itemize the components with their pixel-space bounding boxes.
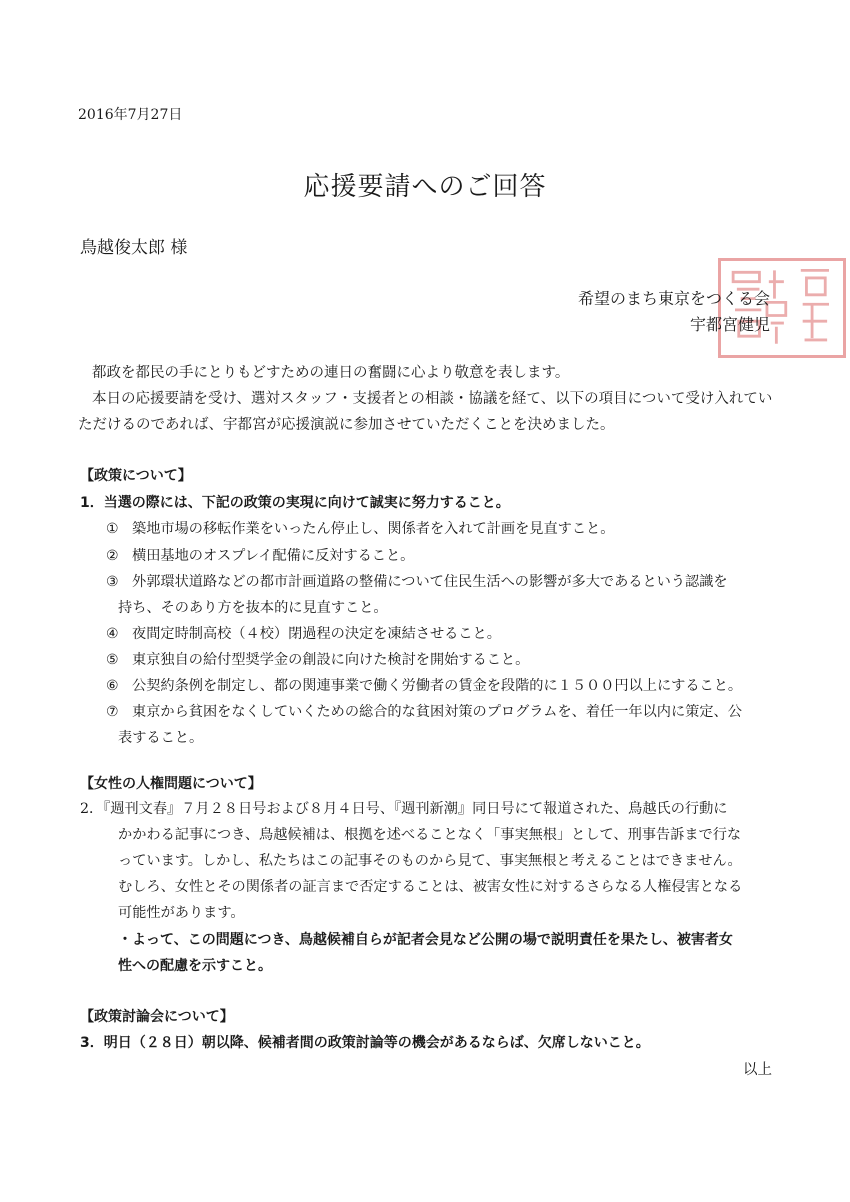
item-text: 横田基地のオスプレイ配備に反対すること。 (132, 548, 415, 564)
policy-item (106, 699, 742, 725)
women-text-line: 可能性があります。 (118, 905, 245, 921)
section-heading-debate: 【政策討論会について】 (80, 1009, 234, 1025)
item-text: 公契約条例を制定し、都の関連事業で働く労働者の賃金を段階的に１５００円以上にすること。 (132, 678, 743, 694)
section-heading-policy: 【政策について】 (80, 468, 192, 484)
item-marker: ② (106, 548, 119, 564)
policy-point: 1．当選の際には、下記の政策の実現に向けて誠実に努力すること。 (80, 495, 510, 511)
document-title: 応援要請へのご回答 (303, 172, 547, 202)
policy-item-continuation: 持ち、そのあり方を抜本的に見直すこと。 (118, 600, 388, 616)
women-text-line: っています。しかし、私たちはこの記事そのものから見て、事実無根と考えることはできません。 (118, 853, 742, 869)
policy-item (106, 569, 728, 595)
women-demand-line: 性への配慮を示すこと。 (118, 958, 272, 974)
women-text-line: むしろ、女性とその関係者の証言まで否定することは、被害女性に対するさらなる人権侵害となる (118, 879, 743, 895)
item-text: 築地市場の移転作業をいったん停止し、関係者を入れて計画を見直すこと。 (132, 521, 615, 537)
women-text-line: かかわる記事につき、鳥越候補は、根拠を述べることなく「事実無根」として、刑事告訴まで行な (118, 827, 742, 843)
intro-line-1: 都政を都民の手にとりもどすための連日の奮闘に心より敬意を表します。 (92, 365, 570, 381)
debate-point: 3．明日（２８日）朝以降、候補者間の政策討論等の機会があるならば、欠席しないこと。 (80, 1035, 650, 1051)
women-text-line: 2．『週刊文春』７月２８日号および８月４日号、『週刊新潮』同日号にて報道された、鳥越氏の行動に (80, 801, 728, 817)
document-date: 2016年7月27日 (78, 107, 183, 123)
item-marker: ① (106, 521, 119, 537)
sender-name: 宇都宮健児 (689, 315, 770, 334)
policy-item (106, 673, 742, 699)
item-text: 東京から貧困をなくしていくための総合的な貧困対策のプログラムを、着任一年以内に策定、公 (132, 704, 742, 720)
item-text: 外郭環状道路などの都市計画道路の整備について住民生活への影響が多大であるという認識を (132, 574, 728, 590)
section-heading-women: 【女性の人権問題について】 (80, 776, 262, 792)
closing-mark: 以上 (743, 1062, 772, 1078)
policy-item (106, 516, 614, 542)
women-demand-line: ・よって、この問題につき、鳥越候補自らが記者会見など公開の場で説明責任を果たし、被害者女 (118, 932, 733, 948)
item-text: 東京独自の給付型奨学金の創設に向けた検討を開始すること。 (132, 652, 530, 668)
intro-paragraph (78, 360, 778, 438)
item-marker: ④ (106, 626, 119, 642)
policy-item (106, 543, 414, 569)
policy-item (106, 621, 501, 647)
item-marker: ⑥ (106, 678, 119, 694)
policy-item (106, 647, 529, 673)
item-marker: ⑤ (106, 652, 119, 668)
item-marker: ⑦ (106, 704, 119, 720)
policy-item-continuation: 表すること。 (118, 730, 204, 746)
item-marker: ③ (106, 574, 119, 590)
intro-line-2: 本日の応援要請を受け、選対スタッフ・支援者との相談・協議を経て、以下の項目について受け入れていただけるのであれば、宇都宮が応援演説に参加させていただくことを決めました。 (78, 391, 773, 433)
item-text: 夜間定時制高校（４校）閉過程の決定を凍結させること。 (132, 626, 501, 642)
sender-organization: 希望のまち東京をつくる会 (577, 289, 770, 308)
addressee: 鳥越俊太郎 様 (80, 238, 188, 258)
